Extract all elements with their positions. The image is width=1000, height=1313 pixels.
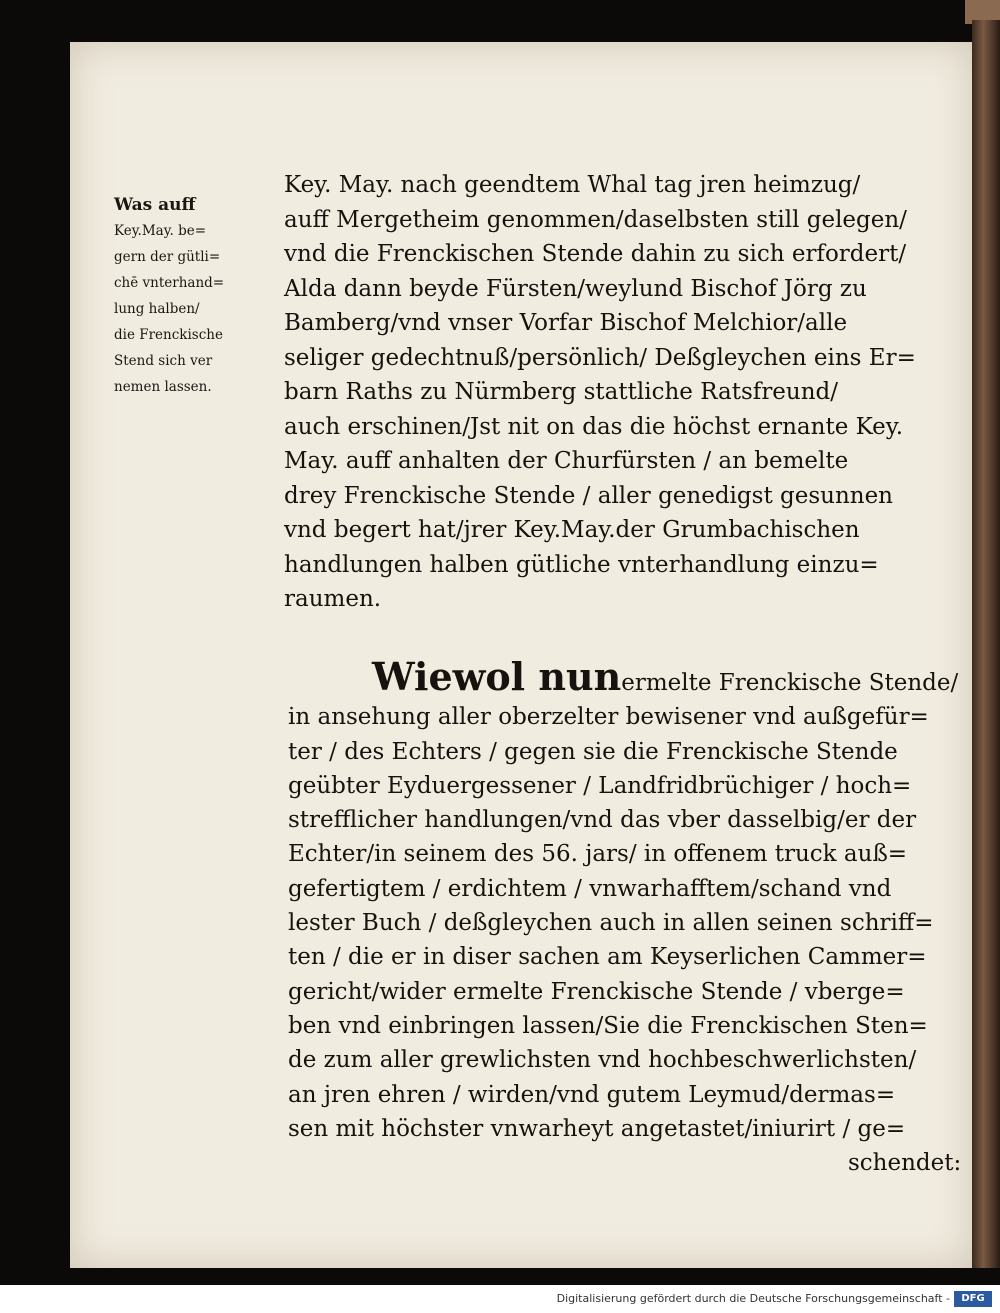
text-line: Alda dann beyde Fürsten/weylund Bischof Jörg zu <box>284 275 867 302</box>
text-line: Echter/in seinem des 56. jars/ in offenem truck auß= <box>288 841 908 868</box>
text-line: geübter Eyduergessener / Landfridbrüchiger / hoch= <box>288 772 912 799</box>
footer-bar <box>0 1285 1000 1313</box>
text-line: gefertigtem / erdichtem / vnwarhafftem/schand vnd <box>288 875 892 902</box>
text-line: Key. May. nach geendtem Whal tag jren heimzug/ <box>284 172 861 198</box>
text-line: barn Raths zu Nürmberg stattliche Ratsfreund/ <box>284 379 839 405</box>
text-line: sen mit höchster vnwarheyt angetastet/iniurirt / ge= <box>288 1115 906 1142</box>
text-line: drey Frenckische Stende / aller genedigst gesunnen <box>284 482 893 509</box>
text-line: ben vnd einbringen lassen/Sie die Frenckischen Sten= <box>288 1012 928 1039</box>
text-line: May. auff anhalten der Churfürsten / an bemelte <box>284 448 849 474</box>
text-line-first <box>288 654 964 700</box>
text-line: in ansehung aller oberzelter bewisener vnd außgefür= <box>288 704 929 731</box>
text-line: seliger gedechtnuß/persönlich/ Deßgleychen eins Er= <box>284 344 916 371</box>
text-line: auch erschinen/Jst nit on das die höchst ernante Key. <box>284 413 904 440</box>
text-line: vnd die Frenckischen Stende dahin zu sich erfordert/ <box>284 241 907 267</box>
marginal-line: die Frenckische <box>114 327 223 343</box>
text-line: de zum aller grewlichsten vnd hochbeschwerlichsten/ <box>288 1047 917 1074</box>
funding-notice: Digitalisierung gefördert durch die Deutsche Forschungsgemeinschaft - <box>556 1292 950 1305</box>
text-line: gericht/wider ermelte Frenckische Stende / vberge= <box>288 978 905 1005</box>
text-line: strefflicher handlungen/vnd das vber dasselbig/er der <box>288 807 917 834</box>
initial-words: Wiewol nun <box>372 654 622 699</box>
marginal-line: Key.May. be= <box>114 223 207 239</box>
text-line: lester Buch / deßgleychen auch in allen seinen schriff= <box>288 910 934 937</box>
marginal-line: gern der gütli= <box>114 249 221 265</box>
marginal-line: nemen lassen. <box>114 379 212 395</box>
marginal-line: Stend sich ver <box>114 353 213 369</box>
text-line: vnd begert hat/jrer Key.May.der Grumbachischen <box>284 517 860 543</box>
book-edge-right <box>972 20 1000 1268</box>
text-line: auff Mergetheim genommen/daselbsten still gelegen/ <box>284 206 907 233</box>
catchword: schendet: <box>848 1150 962 1177</box>
text-line: ten / die er in diser sachen am Keyserlichen Cammer= <box>288 944 927 971</box>
paragraph-1 <box>284 168 954 617</box>
marginal-note <box>114 192 274 400</box>
text-line: handlungen halben gütliche vnterhandlung einzu= <box>284 551 879 578</box>
text-line: raumen. <box>284 586 382 612</box>
first-line-rest: ermelte Frenckische Stende/ <box>621 670 959 696</box>
marginal-line: Was auff <box>114 195 196 215</box>
text-line: ter / des Echters / gegen sie die Frenckische Stende <box>288 738 898 765</box>
show-through-ghost <box>280 128 680 164</box>
marginal-line: lung halben/ <box>114 301 200 317</box>
paragraph-2 <box>288 654 964 1180</box>
text-line: Bamberg/vnd vnser Vorfar Bischof Melchior/alle <box>284 310 848 336</box>
marginal-line: chē vnterhand= <box>114 275 225 291</box>
dfg-logo: DFG <box>954 1291 992 1307</box>
text-line: an jren ehren / wirden/vnd gutem Leymud/dermas= <box>288 1081 896 1108</box>
